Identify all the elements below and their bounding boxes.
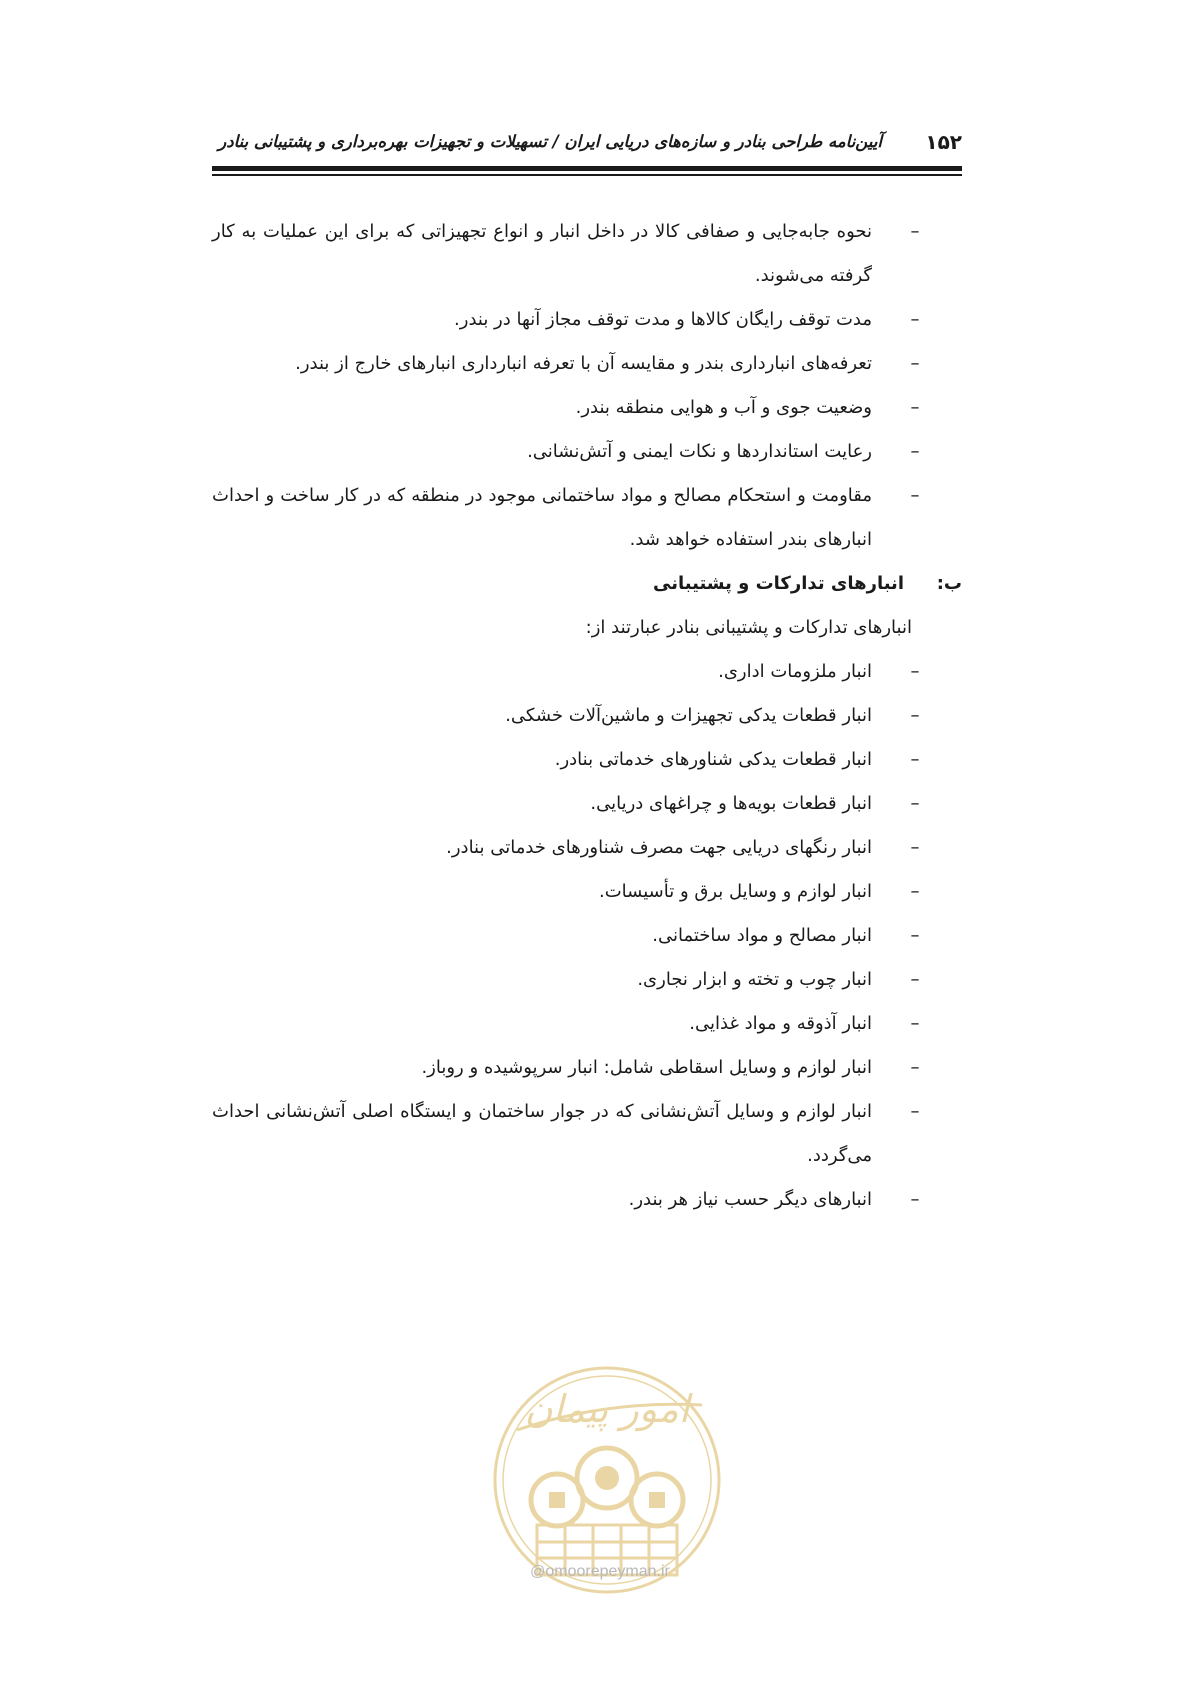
list-item xyxy=(212,826,962,870)
storage-considerations-list xyxy=(212,210,962,562)
bullet-dash: – xyxy=(910,485,920,506)
list-item xyxy=(212,1046,962,1090)
bullet-dash: – xyxy=(910,837,920,858)
list-item-text: انبار قطعات یدکی شناورهای خدماتی بنادر. xyxy=(554,749,872,770)
bullet-dash: – xyxy=(910,969,920,990)
bullet-dash: – xyxy=(910,749,920,770)
list-item-text: انبار قطعات یدکی تجهیزات و ماشین‌آلات خشکی. xyxy=(505,705,872,726)
bullet-dash: – xyxy=(910,1057,920,1078)
list-item-text: مقاومت و استحکام مصالح و مواد ساختمانی موجود در منطقه که در کار ساخت و احداث انبارهای بندر استفاده خواهد شد. xyxy=(212,485,872,550)
list-item-text: مدت توقف رایگان کالاها و مدت توقف مجاز آنها در بندر. xyxy=(454,309,872,330)
list-item-text: انبار ملزومات اداری. xyxy=(718,661,872,682)
list-item-text: انبار لوازم و وسایل برق و تأسیسات. xyxy=(599,881,872,902)
body-text xyxy=(212,210,962,1222)
list-item xyxy=(212,694,962,738)
bullet-dash: – xyxy=(910,221,920,242)
watermark-site-text: omoorepeyman.ir xyxy=(545,1563,670,1580)
page-number: ۱۵۲ xyxy=(925,130,962,154)
list-item xyxy=(212,1090,962,1178)
list-item-text: انبار مصالح و مواد ساختمانی. xyxy=(652,925,872,946)
list-item xyxy=(212,870,962,914)
list-item xyxy=(212,782,962,826)
running-title: آیین‌نامه طراحی بنادر و سازه‌های دریایی ایران / تسهیلات و تجهیزات بهره‌برداری و پشتیبانی بنادر xyxy=(218,132,882,151)
list-item xyxy=(212,914,962,958)
list-item-text: تعرفه‌های انبارداری بندر و مقایسه آن با تعرفه انبارداری انبارهای خارج از بندر. xyxy=(295,353,872,374)
list-item-text: انبار آذوقه و مواد غذایی. xyxy=(689,1013,872,1034)
section-heading xyxy=(212,562,962,606)
section-marker: ب: xyxy=(936,573,962,594)
list-item-text: انبارهای دیگر حسب نیاز هر بندر. xyxy=(628,1189,872,1210)
list-item xyxy=(212,958,962,1002)
list-item-text: رعایت استانداردها و نکات ایمنی و آتش‌نشانی. xyxy=(527,441,872,462)
list-item xyxy=(212,474,962,562)
bullet-dash: – xyxy=(910,441,920,462)
list-item xyxy=(212,210,962,298)
list-item xyxy=(212,738,962,782)
bullet-dash: – xyxy=(910,353,920,374)
at-icon: @ xyxy=(530,1563,546,1580)
bullet-dash: – xyxy=(910,661,920,682)
bullet-dash: – xyxy=(910,1189,920,1210)
list-item xyxy=(212,298,962,342)
seal-lettering: امور پیمان xyxy=(524,1387,690,1431)
bullet-dash: – xyxy=(910,397,920,418)
bullet-dash: – xyxy=(910,925,920,946)
list-item xyxy=(212,650,962,694)
section-intro: انبارهای تدارکات و پشتیبانی بنادر عبارتند از: xyxy=(585,617,912,638)
list-item-text: انبار چوب و تخته و ابزار نجاری. xyxy=(637,969,872,990)
list-item-text: وضعیت جوی و آب و هوایی منطقه بندر. xyxy=(575,397,872,418)
list-item xyxy=(212,430,962,474)
bullet-dash: – xyxy=(910,1013,920,1034)
header-rule-thin xyxy=(212,174,962,176)
list-item xyxy=(212,342,962,386)
section-title: انبارهای تدارکات و پشتیبانی xyxy=(653,573,904,594)
list-item-text: انبار قطعات بویه‌ها و چراغهای دریایی. xyxy=(590,793,872,814)
list-item xyxy=(212,386,962,430)
list-item-text: انبار لوازم و وسایل آتش‌نشانی که در جوار ساختمان و ایستگاه اصلی آتش‌نشانی احداث می‌گردد. xyxy=(212,1101,872,1166)
list-item xyxy=(212,1002,962,1046)
watermark-site xyxy=(500,1563,700,1581)
list-item-text: نحوه جابه‌جایی و صفافی کالا در داخل انبار و انواع تجهیزاتی که برای این عملیات به کار گرفته می‌شوند. xyxy=(212,221,872,286)
bullet-dash: – xyxy=(910,309,920,330)
bullet-dash: – xyxy=(910,705,920,726)
header-rule-thick xyxy=(212,166,962,171)
list-item-text: انبار رنگهای دریایی جهت مصرف شناورهای خدماتی بنادر. xyxy=(446,837,872,858)
support-warehouses-list xyxy=(212,650,962,1222)
bullet-dash: – xyxy=(910,793,920,814)
page-header xyxy=(212,128,962,162)
list-item-text: انبار لوازم و وسایل اسقاطی شامل: انبار سرپوشیده و روباز. xyxy=(421,1057,872,1078)
list-item xyxy=(212,1178,962,1222)
bullet-dash: – xyxy=(910,1101,920,1122)
bullet-dash: – xyxy=(910,881,920,902)
